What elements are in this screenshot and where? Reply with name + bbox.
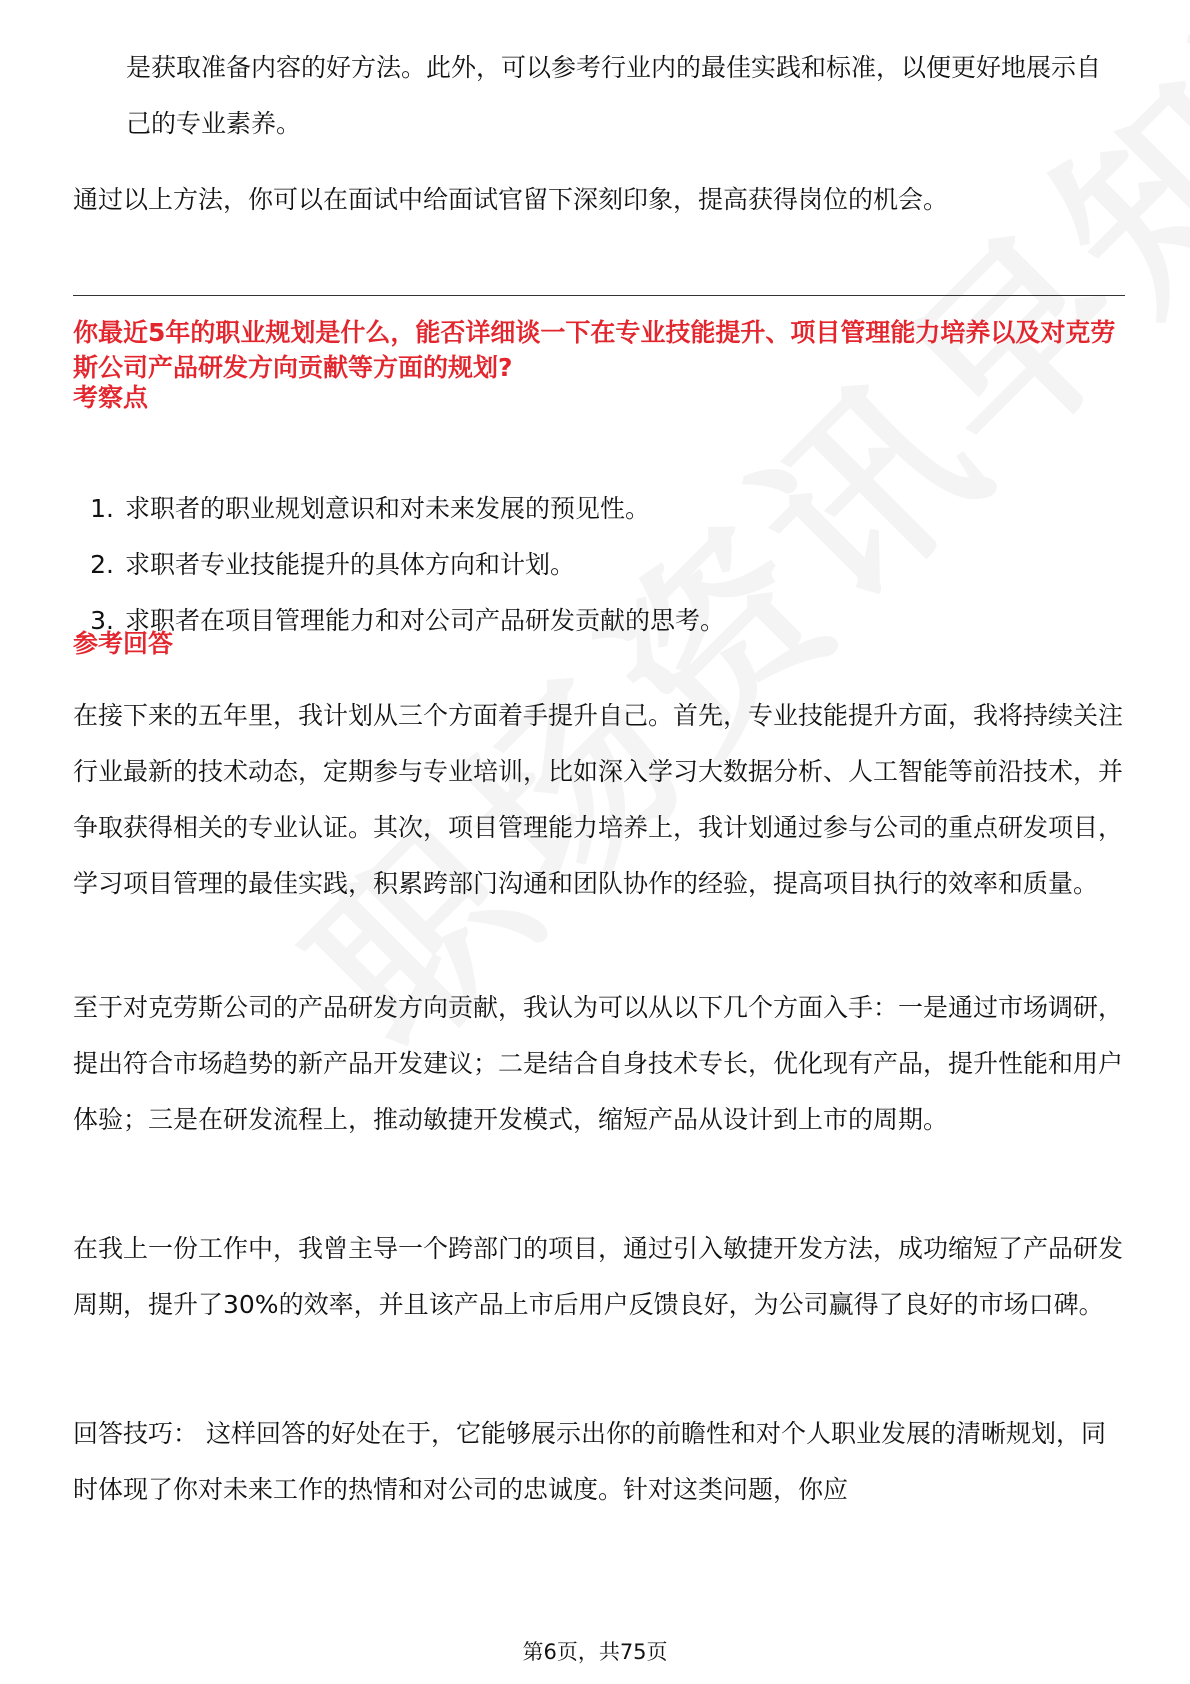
list-item-number: 3. bbox=[90, 606, 114, 635]
focus-list bbox=[73, 481, 1123, 649]
answer-paragraph: 至于对克劳斯公司的产品研发方向贡献，我认为可以从以下几个方面入手：一是通过市场调研，提出符合市场趋势的新产品开发建议；二是结合自身技术专长，优化现有产品，提升性能和用户体验；三是在研发流程上，推动敏捷开发模式，缩短产品从设计到上市的周期。 bbox=[73, 993, 1124, 1134]
answer-tips-paragraph: 回答技巧： 这样回答的好处在于，它能够展示出你的前瞻性和对个人职业发展的清晰规划，同时体现了你对未来工作的热情和对公司的忠诚度。针对这类问题，你应 bbox=[73, 1419, 1106, 1504]
list-item-number: 2. bbox=[90, 550, 114, 579]
answer-paragraph: 在我上一份工作中，我曾主导一个跨部门的项目，通过引入敏捷开发方法，成功缩短了产品研发周期，提升了30%的效率，并且该产品上市后用户反馈良好，为公司赢得了良好的市场口碑。 bbox=[73, 1234, 1124, 1319]
list-item bbox=[73, 481, 1123, 537]
section-divider bbox=[73, 295, 1125, 296]
continuation-paragraph: 是获取准备内容的好方法。此外，可以参考行业内的最佳实践和标准，以便更好地展示自己的专业素养。 bbox=[126, 53, 1102, 138]
focus-title: 考察点 bbox=[73, 383, 149, 412]
page-number: 第6页，共75页 bbox=[522, 1640, 668, 1664]
list-item-text: 求职者专业技能提升的具体方向和计划。 bbox=[125, 550, 576, 579]
answer-title: 参考回答 bbox=[73, 629, 174, 658]
list-item-number: 1. bbox=[90, 494, 114, 523]
list-item-text: 求职者在项目管理能力和对公司产品研发贡献的思考。 bbox=[125, 606, 726, 635]
list-item bbox=[73, 537, 1123, 593]
answer-paragraph: 在接下来的五年里，我计划从三个方面着手提升自己。首先，专业技能提升方面，我将持续关注行业最新的技术动态，定期参与专业培训，比如深入学习大数据分析、人工智能等前沿技术，并争取获得相关的专业认证。其次，项目管理能力培养上，我计划通过参与公司的重点研发项目，学习项目管理的最佳实践，积累跨部门沟通和团队协作的经验，提高项目执行的效率和质量。 bbox=[73, 701, 1124, 898]
list-item-text: 求职者的职业规划意识和对未来发展的预见性。 bbox=[125, 494, 651, 523]
question-heading: 你最近5年的职业规划是什么，能否详细谈一下在专业技能提升、项目管理能力培养以及对克劳斯公司产品研发方向贡献等方面的规划? bbox=[73, 318, 1116, 382]
list-item bbox=[73, 593, 1123, 649]
summary-paragraph: 通过以上方法，你可以在面试中给面试官留下深刻印象，提高获得岗位的机会。 bbox=[73, 185, 949, 214]
